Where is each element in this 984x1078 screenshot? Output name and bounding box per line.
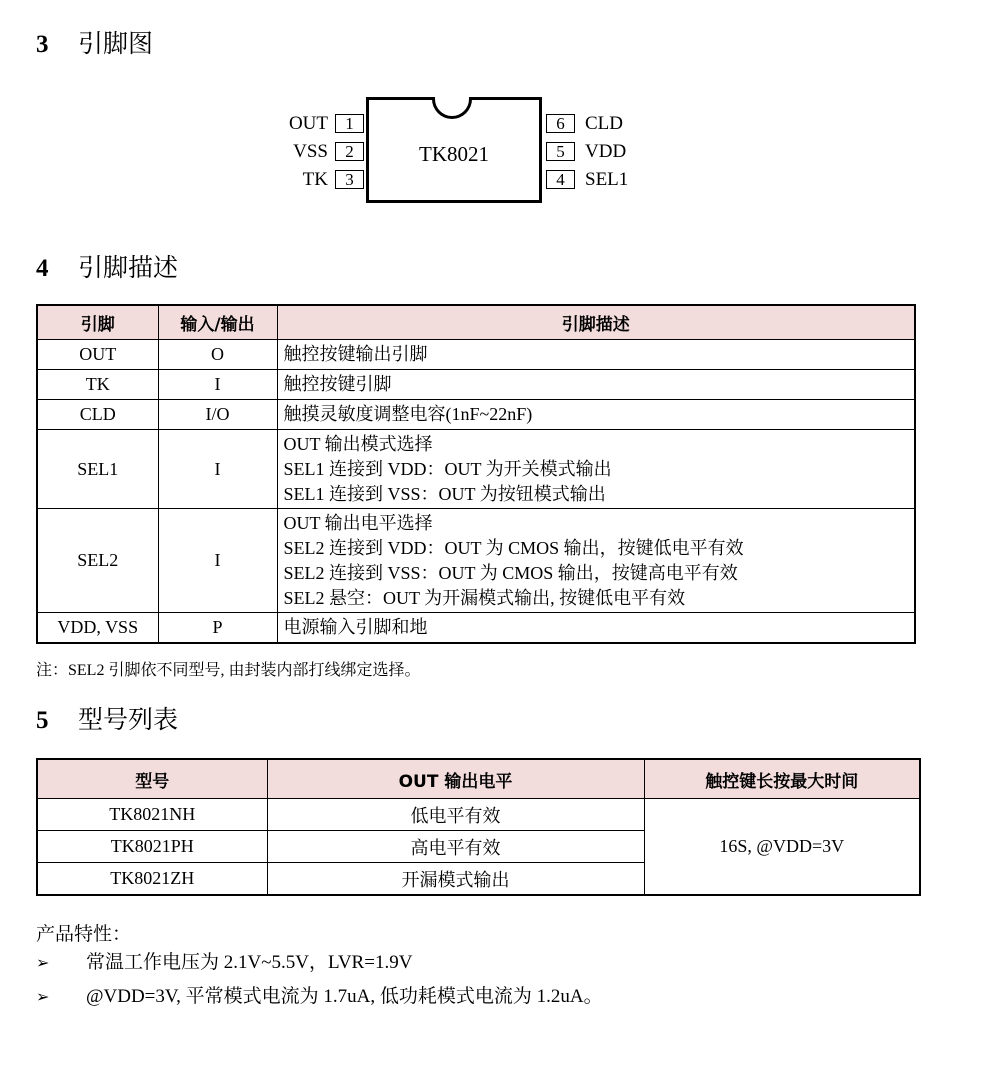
pin-cell: SEL1 [37, 430, 158, 509]
model-cell: TK8021NH [37, 799, 267, 831]
feature-item: ➢ @VDD=3V, 平常模式电流为 1.7uA, 低功耗模式电流为 1.2uA。 [36, 986, 603, 1007]
pin-number: 2 [335, 142, 364, 161]
level-cell: 低电平有效 [267, 799, 644, 831]
io-cell: I [158, 509, 277, 613]
desc-cell: 触摸灵敏度调整电容(1nF~22nF) [277, 400, 915, 430]
table-row [37, 613, 915, 643]
desc-cell: OUT 输出电平选择 SEL2 连接到 VDD：OUT 为 CMOS 输出，按键低电平有效 SEL2 连接到 VSS：OUT 为 CMOS 输出，按键高电平有效 SEL2 悬空：OUT 为开漏模式输出, 按键低电平有效 [277, 509, 915, 613]
table-row [37, 370, 915, 400]
table-row [37, 430, 915, 509]
model-table [36, 758, 921, 896]
feature-item: ➢ 常温工作电压为 2.1V~5.5V，LVR=1.9V [36, 952, 413, 973]
level-cell: 开漏模式输出 [267, 863, 644, 896]
pin-number: 4 [546, 170, 575, 189]
section-title-pin-desc: 4 引脚描述 [36, 253, 179, 282]
table-row [37, 799, 920, 831]
pin-name: TK [302, 169, 328, 190]
pin-cell: TK [37, 370, 158, 400]
table-row [37, 509, 915, 613]
arrow-bullet-icon: ➢ [36, 953, 50, 972]
table-header-row [37, 759, 920, 799]
pin-name: OUT [288, 113, 328, 134]
pin-number: 1 [335, 114, 364, 133]
io-cell: I [158, 430, 277, 509]
pin-number: 6 [546, 114, 575, 133]
header-desc: 引脚描述 [277, 305, 915, 340]
section-title-pinout: 3 引脚图 [36, 29, 154, 58]
pin-cell: CLD [37, 400, 158, 430]
header-model: 型号 [37, 759, 267, 799]
desc-cell: OUT 输出模式选择 SEL1 连接到 VDD：OUT 为开关模式输出 SEL1 连接到 VSS：OUT 为按钮模式输出 [277, 430, 915, 509]
section-title-models: 5 型号列表 [36, 705, 179, 734]
pin-name: VDD [585, 141, 627, 162]
features-title: 产品特性： [36, 924, 132, 945]
desc-cell: 触控按键输出引脚 [277, 340, 915, 370]
pin-name: SEL1 [585, 169, 629, 190]
max-time-cell: 16S, @VDD=3V [644, 799, 920, 896]
arrow-bullet-icon: ➢ [36, 987, 50, 1006]
pin-table-note: 注：SEL2 引脚依不同型号, 由封装内部打线绑定选择。 [36, 662, 421, 679]
desc-cell: 触控按键引脚 [277, 370, 915, 400]
model-cell: TK8021ZH [37, 863, 267, 896]
chip-name: TK8021 [419, 142, 489, 166]
table-row [37, 340, 915, 370]
pin-number: 5 [546, 142, 575, 161]
pin-cell: SEL2 [37, 509, 158, 613]
model-cell: TK8021PH [37, 831, 267, 863]
level-cell: 高电平有效 [267, 831, 644, 863]
pin-description-table [36, 304, 916, 644]
header-pin: 引脚 [37, 305, 158, 340]
pin-name: VSS [293, 141, 328, 162]
io-cell: I [158, 370, 277, 400]
desc-cell: 电源输入引脚和地 [277, 613, 915, 643]
pin-name: CLD [585, 113, 623, 134]
pin-cell: OUT [37, 340, 158, 370]
header-out-level: OUT 输出电平 [267, 759, 644, 799]
header-io: 输入/输出 [158, 305, 277, 340]
io-cell: I/O [158, 400, 277, 430]
io-cell: O [158, 340, 277, 370]
io-cell: P [158, 613, 277, 643]
pin-number: 3 [335, 170, 364, 189]
pin-cell: VDD, VSS [37, 613, 158, 643]
header-max-time: 触控键长按最大时间 [644, 759, 920, 799]
table-row [37, 400, 915, 430]
table-header-row [37, 305, 915, 340]
